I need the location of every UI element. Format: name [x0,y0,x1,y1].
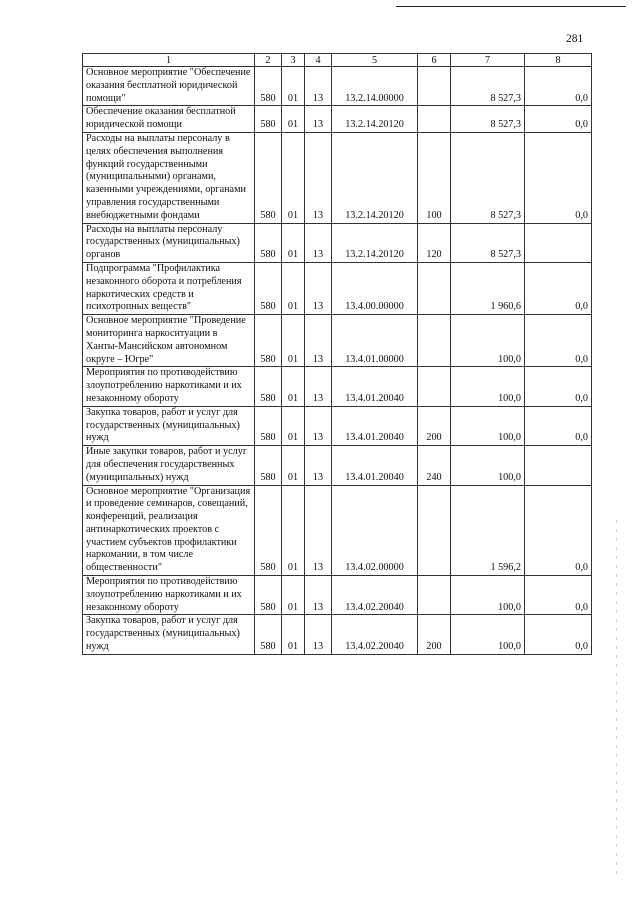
section-code: 01 [282,446,305,485]
ministry-code: 580 [255,106,282,133]
table-row [83,262,592,314]
header-cell: 8 [525,54,592,67]
target-article-code: 13.4.02.20040 [332,576,418,615]
target-article-code: 13.4.02.20040 [332,615,418,654]
ministry-code: 580 [255,446,282,485]
header-cell: 6 [418,54,451,67]
header-cell: 3 [282,54,305,67]
table-row [83,446,592,485]
header-cell: 1 [83,54,255,67]
line-item-name: Закупка товаров, работ и услуг для государственных (муниципальных) нужд [83,615,255,654]
table-row [83,132,592,223]
table-row [83,367,592,406]
ministry-code: 580 [255,576,282,615]
expense-type-code [418,67,451,106]
expense-type-code [418,315,451,367]
subsection-code: 13 [305,576,332,615]
expense-type-code: 240 [418,446,451,485]
table-row [83,67,592,106]
amount-secondary-value: 0,0 [525,485,592,576]
header-cell: 5 [332,54,418,67]
section-code: 01 [282,262,305,314]
expense-type-code: 200 [418,615,451,654]
subsection-code: 13 [305,446,332,485]
target-article-code: 13.4.01.20040 [332,406,418,445]
header-cell: 4 [305,54,332,67]
amount-value: 1 596,2 [451,485,525,576]
expense-type-code: 100 [418,132,451,223]
table-row [83,615,592,654]
ministry-code: 580 [255,367,282,406]
amount-secondary-value [525,223,592,262]
table-row [83,406,592,445]
amount-value: 100,0 [451,406,525,445]
subsection-code: 13 [305,106,332,133]
ministry-code: 580 [255,485,282,576]
amount-value: 8 527,3 [451,106,525,133]
ministry-code: 580 [255,223,282,262]
amount-secondary-value: 0,0 [525,576,592,615]
section-code: 01 [282,367,305,406]
expense-type-code [418,485,451,576]
ministry-code: 580 [255,406,282,445]
amount-value: 100,0 [451,367,525,406]
target-article-code: 13.4.01.20040 [332,446,418,485]
target-article-code: 13.4.01.20040 [332,367,418,406]
line-item-name: Закупка товаров, работ и услуг для государственных (муниципальных) нужд [83,406,255,445]
target-article-code: 13.2.14.20120 [332,132,418,223]
amount-secondary-value: 0,0 [525,367,592,406]
scan-edge-artifact [616,520,617,880]
header-row [83,54,592,67]
subsection-code: 13 [305,132,332,223]
amount-secondary-value: 0,0 [525,106,592,133]
ministry-code: 580 [255,315,282,367]
table-row [83,106,592,133]
expense-type-code [418,106,451,133]
page-number: 281 [566,33,584,45]
amount-secondary-value: 0,0 [525,315,592,367]
amount-secondary-value [525,446,592,485]
expense-type-code: 120 [418,223,451,262]
line-item-name: Основное мероприятие "Обеспечение оказания бесплатной юридической помощи" [83,67,255,106]
amount-secondary-value: 0,0 [525,262,592,314]
line-item-name: Основное мероприятие "Организация и проведение семинаров, совещаний, конференций, реализация антинаркотических проектов с участием субъектов профилактики наркомании, в том числе общественности" [83,485,255,576]
top-rule [396,6,626,7]
amount-value: 100,0 [451,446,525,485]
section-code: 01 [282,67,305,106]
line-item-name: Подпрограмма "Профилактика незаконного оборота и потребления наркотических средств и психотропных веществ" [83,262,255,314]
target-article-code: 13.4.00.00000 [332,262,418,314]
subsection-code: 13 [305,615,332,654]
expense-type-code [418,576,451,615]
line-item-name: Расходы на выплаты персоналу государственных (муниципальных) органов [83,223,255,262]
section-code: 01 [282,576,305,615]
amount-secondary-value: 0,0 [525,615,592,654]
amount-value: 100,0 [451,576,525,615]
line-item-name: Мероприятия по противодействию злоупотреблению наркотиками и их незаконному обороту [83,367,255,406]
subsection-code: 13 [305,67,332,106]
amount-value: 8 527,3 [451,67,525,106]
section-code: 01 [282,406,305,445]
section-code: 01 [282,132,305,223]
ministry-code: 580 [255,132,282,223]
amount-value: 8 527,3 [451,132,525,223]
line-item-name: Расходы на выплаты персоналу в целях обеспечения выполнения функций государственными (муниципальными) органами, казенными учреждениями, органами управления государственными внебюджетными фондами [83,132,255,223]
ministry-code: 580 [255,67,282,106]
subsection-code: 13 [305,315,332,367]
header-cell: 7 [451,54,525,67]
amount-secondary-value: 0,0 [525,406,592,445]
section-code: 01 [282,223,305,262]
table-row [83,576,592,615]
subsection-code: 13 [305,262,332,314]
budget-table [82,53,592,655]
line-item-name: Обеспечение оказания бесплатной юридической помощи [83,106,255,133]
line-item-name: Мероприятия по противодействию злоупотреблению наркотиками и их незаконному обороту [83,576,255,615]
amount-value: 100,0 [451,315,525,367]
target-article-code: 13.4.01.00000 [332,315,418,367]
amount-value: 100,0 [451,615,525,654]
section-code: 01 [282,106,305,133]
expense-type-code [418,262,451,314]
expense-type-code [418,367,451,406]
table-row [83,223,592,262]
table-body [83,54,592,655]
header-cell: 2 [255,54,282,67]
amount-value: 1 960,6 [451,262,525,314]
subsection-code: 13 [305,223,332,262]
section-code: 01 [282,485,305,576]
target-article-code: 13.2.14.20120 [332,223,418,262]
ministry-code: 580 [255,262,282,314]
amount-secondary-value: 0,0 [525,132,592,223]
target-article-code: 13.2.14.00000 [332,67,418,106]
amount-secondary-value: 0,0 [525,67,592,106]
expense-type-code: 200 [418,406,451,445]
table-row [83,485,592,576]
amount-value: 8 527,3 [451,223,525,262]
line-item-name: Иные закупки товаров, работ и услуг для обеспечения государственных (муниципальных) нужд [83,446,255,485]
target-article-code: 13.4.02.00000 [332,485,418,576]
ministry-code: 580 [255,615,282,654]
subsection-code: 13 [305,485,332,576]
line-item-name: Основное мероприятие "Проведение мониторинга наркоситуации в Ханты-Мансийском автономном округе – Югре" [83,315,255,367]
section-code: 01 [282,615,305,654]
section-code: 01 [282,315,305,367]
subsection-code: 13 [305,406,332,445]
subsection-code: 13 [305,367,332,406]
table-row [83,315,592,367]
target-article-code: 13.2.14.20120 [332,106,418,133]
